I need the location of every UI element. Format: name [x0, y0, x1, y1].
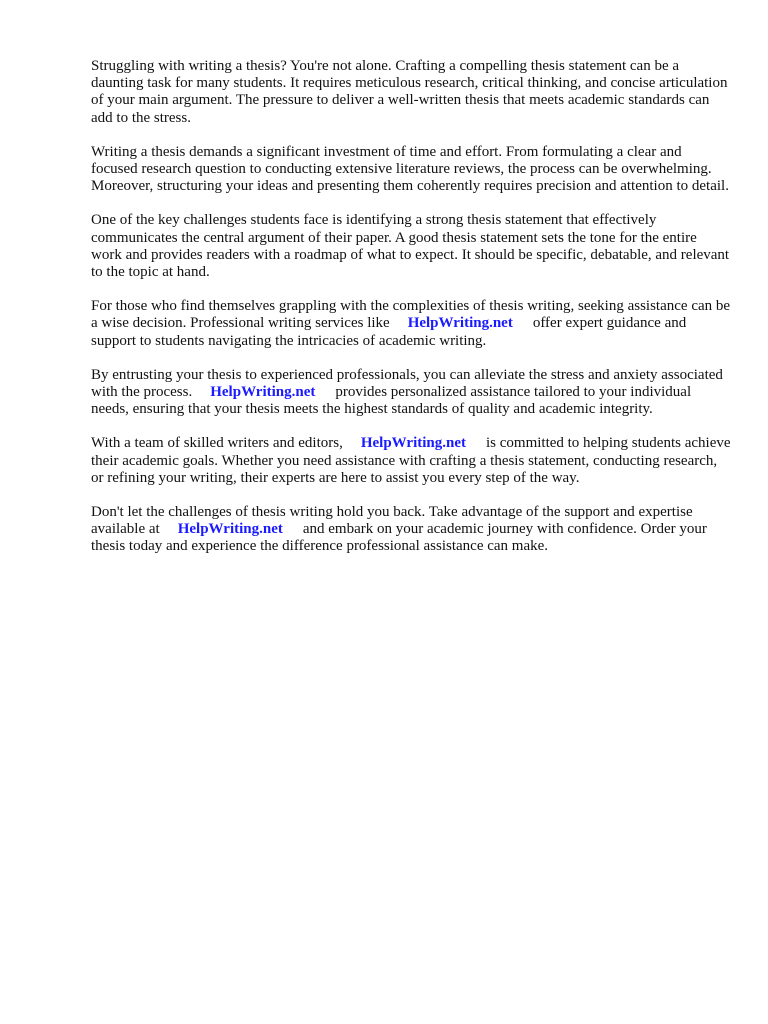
helpwriting-link[interactable]: HelpWriting.net: [177, 521, 283, 538]
helpwriting-link[interactable]: HelpWriting.net: [360, 435, 466, 452]
paragraph-assistance: [91, 298, 731, 350]
paragraph-text-after: provides personalized assistance tailored to your individual needs, ensuring that your thesis meets the highest standards of quality and academic integrity.: [91, 384, 692, 418]
paragraph-text-before: Don't let the challenges of thesis writing hold you back. Take advantage of the support and expertise available at: [91, 504, 693, 538]
paragraph-text-after: is committed to helping students achieve their academic goals. Whether you need assistance with crafting a thesis statement, conducting research, or refining your writing, their experts are here to assist you every step of the way.: [91, 435, 731, 486]
helpwriting-link[interactable]: HelpWriting.net: [407, 315, 513, 332]
paragraph-team: [91, 435, 731, 487]
paragraph-text: One of the key challenges students face is identifying a strong thesis statement that effectively communicates the central argument of their paper. A good thesis statement sets the tone for the entire work and provides readers with a roadmap of what to expect. It should be specific, debatable, and relevant to the topic at hand.: [91, 212, 730, 281]
paragraph-text-after: and embark on your academic journey with confidence. Order your thesis today and experience the difference professional assistance can make.: [91, 521, 707, 555]
paragraph-challenges: [91, 212, 731, 281]
paragraph-effort: [91, 144, 731, 196]
document-body: [91, 58, 731, 573]
paragraph-text-before: For those who find themselves grappling with the complexities of thesis writing, seeking assistance can be a wise decision. Professional writing services like: [91, 298, 731, 332]
paragraph-text: Writing a thesis demands a significant investment of time and effort. From formulating a clear and focused research question to conducting extensive literature reviews, the process can be overwhelming. Moreover, structuring your ideas and presenting them coherently requires precision and attention to detail.: [91, 143, 729, 195]
paragraph-closing: [91, 504, 731, 556]
paragraph-intro: [91, 58, 731, 127]
paragraph-text-before: With a team of skilled writers and editors,: [91, 435, 343, 452]
paragraph-text-after: offer expert guidance and support to students navigating the intricacies of academic writing.: [91, 315, 687, 349]
helpwriting-link[interactable]: HelpWriting.net: [210, 384, 316, 401]
paragraph-text: Struggling with writing a thesis? You're not alone. Crafting a compelling thesis statement can be a daunting task for many students. It requires meticulous research, critical thinking, and concise articulation of your main argument. The pressure to deliver a well-written thesis that meets academic standards can add to the stress.: [91, 58, 728, 126]
paragraph-text-before: By entrusting your thesis to experienced professionals, you can alleviate the stress and anxiety associated with the process.: [91, 366, 723, 401]
paragraph-entrusting: [91, 367, 731, 419]
